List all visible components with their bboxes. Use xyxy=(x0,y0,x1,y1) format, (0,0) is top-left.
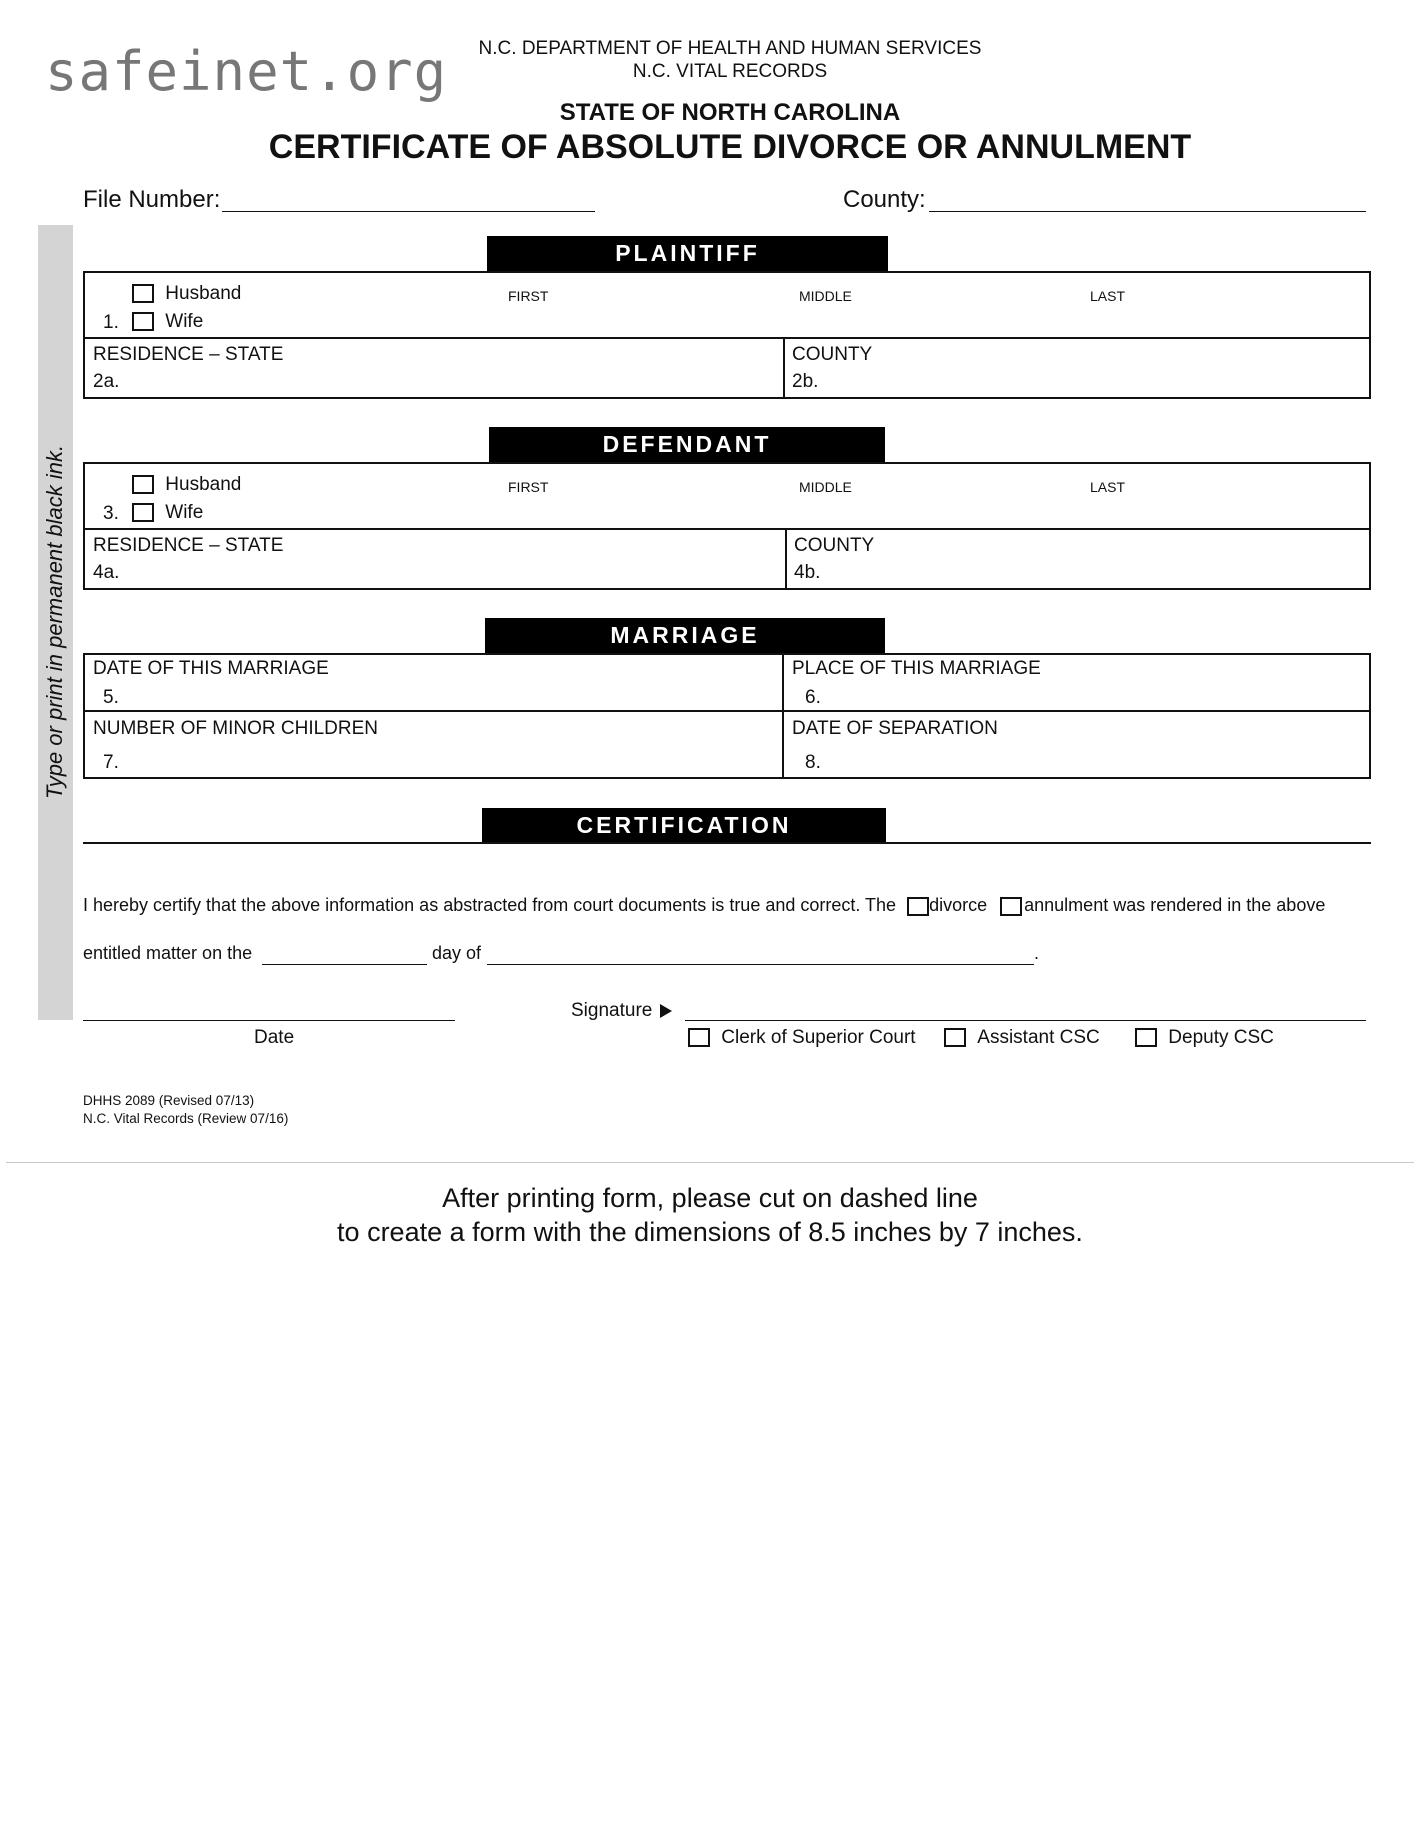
file-number-field[interactable] xyxy=(222,211,595,212)
marriage-divider xyxy=(83,710,1371,712)
plaintiff-residence-state-label: RESIDENCE – STATE xyxy=(93,344,284,365)
marriage-vdivider xyxy=(782,654,784,779)
marriage-place-label: PLACE OF THIS MARRIAGE xyxy=(792,658,1041,679)
plaintiff-vdivider xyxy=(783,338,785,399)
plaintiff-banner: PLAINTIFF xyxy=(487,236,888,271)
plaintiff-section xyxy=(83,271,1371,399)
divorce-label: divorce xyxy=(929,895,988,915)
entitled-label: entitled matter on the xyxy=(83,943,253,963)
defendant-item-number: 3. xyxy=(103,503,119,524)
plaintiff-item-number: 1. xyxy=(103,312,119,333)
defendant-residence-state-number: 4a. xyxy=(93,562,120,583)
minor-children-label: NUMBER OF MINOR CHILDREN xyxy=(93,718,379,739)
signature-arrow-icon xyxy=(660,1004,672,1018)
plaintiff-divider xyxy=(83,337,1371,339)
plaintiff-wife-option[interactable] xyxy=(132,311,203,333)
marriage-banner: MARRIAGE xyxy=(485,618,885,653)
defendant-banner: DEFENDANT xyxy=(489,427,885,462)
defendant-husband-checkbox[interactable] xyxy=(132,475,154,494)
signature-label-group xyxy=(571,1000,672,1022)
certification-statement-line xyxy=(83,895,1325,916)
defendant-wife-option[interactable] xyxy=(132,502,203,524)
defendant-divider xyxy=(83,528,1371,530)
entitled-period: . xyxy=(1034,943,1040,963)
marriage-place-number: 6. xyxy=(805,687,821,708)
divorce-checkbox[interactable] xyxy=(907,897,929,916)
cut-instructions-line2: to create a form with the dimensions of 8.5 inches by 7 inches. xyxy=(337,1217,1083,1247)
minor-children-number: 7. xyxy=(103,752,119,773)
defendant-husband-label: Husband xyxy=(165,474,242,495)
defendant-county-number: 4b. xyxy=(794,562,821,583)
plaintiff-middle-label: MIDDLE xyxy=(799,288,852,304)
plaintiff-residence-state-number: 2a. xyxy=(93,371,120,392)
defendant-vdivider xyxy=(785,529,787,590)
signature-label: Signature xyxy=(571,1000,653,1021)
file-number-label: File Number: xyxy=(83,186,221,213)
plaintiff-wife-checkbox[interactable] xyxy=(132,312,154,331)
plaintiff-wife-label: Wife xyxy=(165,311,204,332)
plaintiff-last-label: LAST xyxy=(1090,288,1126,304)
watermark-logo: safeinet.org xyxy=(45,40,448,103)
separation-date-label: DATE OF SEPARATION xyxy=(792,718,998,739)
review-note: N.C. Vital Records (Review 07/16) xyxy=(83,1111,289,1126)
deputy-label: Deputy CSC xyxy=(1168,1027,1274,1048)
date-label: Date xyxy=(254,1027,295,1048)
marriage-date-number: 5. xyxy=(103,687,119,708)
assistant-checkbox[interactable] xyxy=(944,1028,966,1047)
cut-instructions xyxy=(200,1181,1220,1249)
day-of-label: day of xyxy=(432,943,482,963)
defendant-first-label: FIRST xyxy=(508,479,549,495)
form-id: DHHS 2089 (Revised 07/13) xyxy=(83,1093,255,1108)
clerk-label: Clerk of Superior Court xyxy=(721,1027,916,1048)
form-title: CERTIFICATE OF ABSOLUTE DIVORCE OR ANNULMENT xyxy=(268,128,1192,166)
assistant-label: Assistant CSC xyxy=(977,1027,1100,1048)
defendant-wife-checkbox[interactable] xyxy=(132,503,154,522)
defendant-county-label: COUNTY xyxy=(794,535,875,556)
county-field[interactable] xyxy=(929,211,1366,212)
defendant-residence-state-label: RESIDENCE – STATE xyxy=(93,535,284,556)
clerk-option[interactable] xyxy=(688,1027,916,1049)
cut-instructions-line1: After printing form, please cut on dashed line xyxy=(442,1183,978,1213)
annulment-label: annulment was rendered in the above xyxy=(1024,895,1326,915)
defendant-middle-label: MIDDLE xyxy=(799,479,852,495)
deputy-checkbox[interactable] xyxy=(1135,1028,1157,1047)
defendant-husband-option[interactable] xyxy=(132,474,241,496)
clerk-checkbox[interactable] xyxy=(688,1028,710,1047)
certification-statement: I hereby certify that the above information as abstracted from court documents is true and correct. The xyxy=(83,895,897,915)
plaintiff-husband-option[interactable] xyxy=(132,283,241,305)
cut-line xyxy=(6,1162,1414,1163)
plaintiff-county-label: COUNTY xyxy=(792,344,873,365)
date-field[interactable] xyxy=(83,1020,455,1021)
defendant-last-label: LAST xyxy=(1090,479,1126,495)
side-instruction-text: Type or print in permanent black ink. xyxy=(42,444,67,800)
annulment-checkbox[interactable] xyxy=(1000,897,1022,916)
office-name: N.C. VITAL RECORDS xyxy=(632,61,828,82)
plaintiff-first-label: FIRST xyxy=(508,288,549,304)
month-year-field[interactable] xyxy=(487,964,1034,965)
county-label: County: xyxy=(843,186,926,213)
assistant-option[interactable] xyxy=(944,1027,1100,1049)
marriage-date-label: DATE OF THIS MARRIAGE xyxy=(93,658,329,679)
state-heading: STATE OF NORTH CAROLINA xyxy=(559,99,901,126)
defendant-wife-label: Wife xyxy=(165,502,204,523)
signature-field[interactable] xyxy=(685,1020,1366,1021)
deputy-option[interactable] xyxy=(1135,1027,1274,1049)
department-name: N.C. DEPARTMENT OF HEALTH AND HUMAN SERVICES xyxy=(478,38,982,59)
certification-rule xyxy=(83,842,1371,844)
day-field[interactable] xyxy=(262,964,427,965)
certification-banner: CERTIFICATION xyxy=(482,808,886,843)
plaintiff-county-number: 2b. xyxy=(792,371,819,392)
plaintiff-husband-checkbox[interactable] xyxy=(132,284,154,303)
separation-date-number: 8. xyxy=(805,752,821,773)
plaintiff-husband-label: Husband xyxy=(165,283,242,304)
defendant-section xyxy=(83,462,1371,590)
